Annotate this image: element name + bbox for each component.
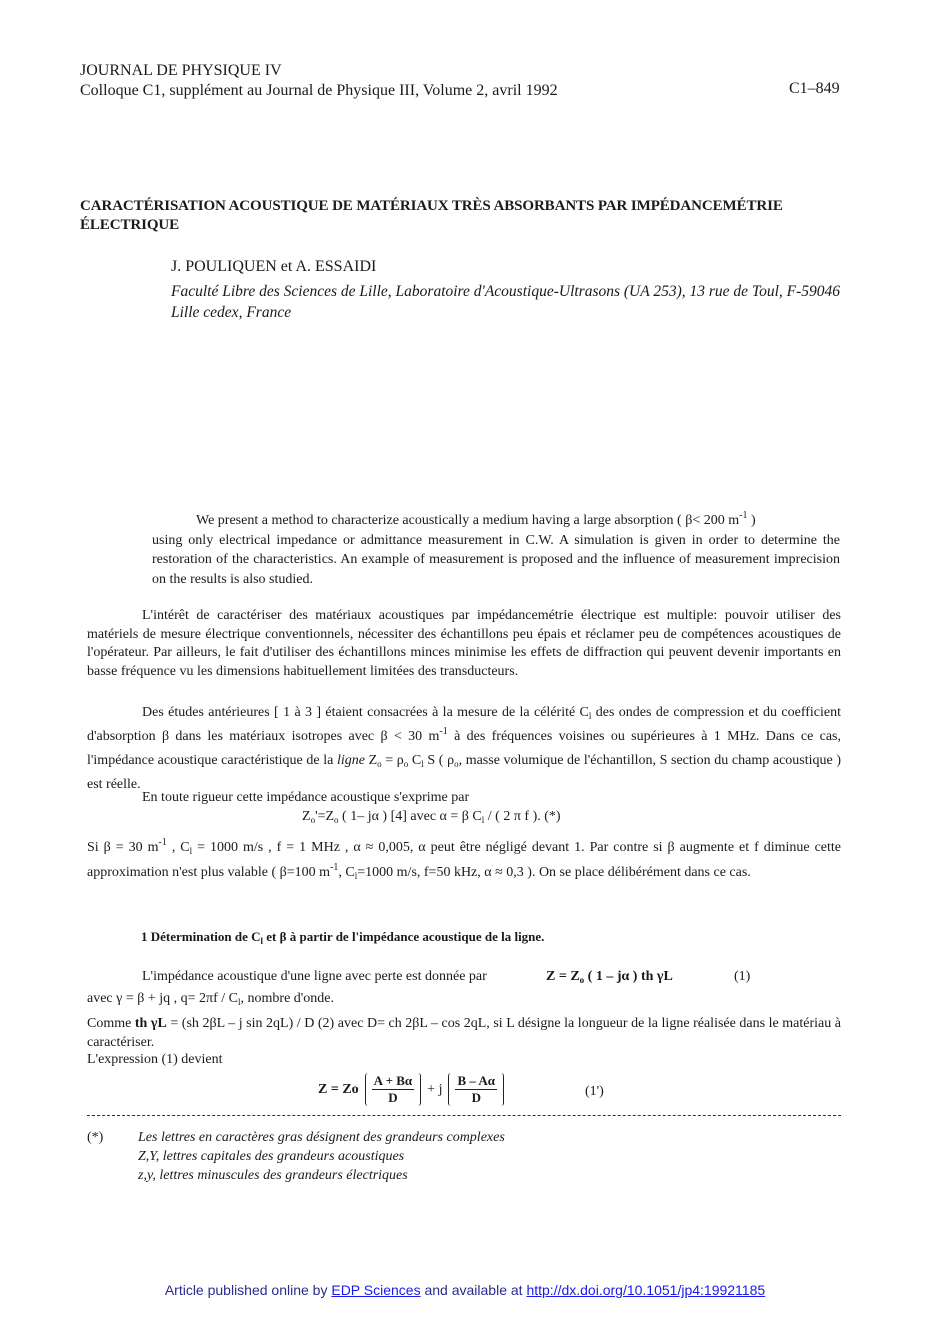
eq4-c: ( 1– jα ) [4] avec α = β C: [338, 809, 482, 824]
footnote-line-3: z,y, lettres minuscules des grandeurs électriques: [138, 1168, 408, 1183]
p2-sub3: o: [403, 759, 409, 769]
paragraph-8: L'expression (1) devient: [87, 1052, 223, 1067]
equation-1: [546, 969, 673, 985]
p2-sub4: l: [421, 759, 424, 769]
paragraph-5: L'impédance acoustique d'une ligne avec perte est donnée par: [142, 969, 487, 984]
paragraph-1: L'intérêt de caractériser des matériaux acoustiques par impédancemétrie électrique est multiple: pouvoir utiliser des matériels de mesure électrique conventionnels, nécessiter des échantillons peu épais et réclamer peu de compétences acoustiques de l'opérateur. Par ailleurs, le fait d'utiliser des échantillons minces minimise les effets de diffraction qui peuvent devenir importants en basse fréquence vu les dimensions habituellement limitées des transducteurs.: [87, 608, 841, 679]
eq1p-den-1: D: [388, 1090, 398, 1105]
p2-text-e: = ρ: [381, 753, 404, 768]
p2-text-h: , masse volumique de l'échantillon, S section du champ acoustique ) est réelle.: [87, 753, 842, 792]
footnote-line-1: Les lettres en caractères gras désignent des grandeurs complexes: [138, 1130, 505, 1145]
p4-sub2: l: [354, 871, 358, 881]
abstract-text-rest: using only electrical impedance or admittance measurement in C.W. A simulation is given in order to determine the restoration of the characteristics. An example of measurement is proposed and the influence of measurement imprecision on the results is also studied.: [152, 532, 840, 587]
eq4-d: / ( 2 π f ). (*): [484, 809, 561, 824]
colloque-line: Colloque C1, supplément au Journal de Physique III, Volume 2, avril 1992: [80, 82, 558, 99]
p2-sub: l: [588, 711, 592, 721]
eq1p-num-1: A + Bα: [373, 1073, 413, 1088]
section-1-b: et β à partir de l'impédance acoustique de la ligne.: [263, 929, 545, 944]
pub-text-2: and available at: [420, 1282, 527, 1298]
p6-sub: l: [238, 997, 241, 1007]
paragraph-4: [87, 835, 841, 885]
p2-text-c: à des fréquences voisines ou supérieures à 1 MHz. Dans ce cas, l'impédance acoustique caractéristique de la: [87, 729, 841, 768]
eq1p-frac-1: [372, 1073, 415, 1106]
paragraph-7: [87, 1015, 841, 1052]
eq1p-frac-2: [455, 1073, 497, 1106]
section-1-sub: l: [260, 936, 264, 946]
eq1p-plus: + j: [427, 1081, 443, 1097]
article-title: CARACTÉRISATION ACOUSTIQUE DE MATÉRIAUX TRÈS ABSORBANTS PAR IMPÉDANCEMÉTRIE ÉLECTRIQUE: [80, 198, 783, 233]
equation-4: [302, 809, 561, 825]
paragraph-3: En toute rigueur cette impédance acoustique s'exprime par: [142, 790, 470, 805]
journal-name: JOURNAL DE PHYSIQUE IV: [80, 62, 282, 79]
p4-a: Si β = 30 m: [87, 840, 159, 855]
eq1p-bracket-1: [365, 1073, 422, 1106]
paragraph-2: [87, 701, 841, 797]
p6-b: , nombre d'onde.: [240, 991, 335, 1006]
page-code: C1–849: [789, 80, 840, 97]
p4-sup: -1: [158, 837, 167, 848]
pub-text-1: Article published online by: [164, 1282, 332, 1298]
footnote-separator: [87, 1115, 841, 1116]
abstract-sup: -1: [739, 510, 748, 521]
equation-1-prime-label: (1'): [585, 1084, 604, 1099]
abstract-text-1-end: ): [747, 513, 756, 528]
p4-b: , C: [166, 840, 190, 855]
p7-b: = (sh 2βL – j sin 2qL) / D (2) avec D= ch 2βL – cos 2qL, si L désigne la longueur de la ligne réalisée dans le matériau à caractériser.: [87, 1016, 841, 1050]
section-heading-1: [141, 929, 544, 945]
eq4-sub: o: [310, 815, 316, 825]
p2-text-f: C: [408, 753, 422, 768]
eq4-b: '=Z: [315, 809, 335, 824]
p2-sub2: o: [377, 759, 382, 769]
p2-sup: -1: [439, 726, 448, 737]
p2-text: Des études antérieures [ 1 à 3 ] étaient consacrées à la mesure de la célérité C: [142, 705, 589, 720]
p4-sub: l: [189, 846, 193, 856]
p2-text-g: S ( ρ: [423, 753, 455, 768]
publication-notice: [0, 1282, 930, 1298]
abstract-text-1: We present a method to characterize acoustically a medium having a large absorption ( β< 200 m: [196, 513, 740, 528]
p4-d: , C: [338, 865, 355, 880]
footnote-mark: (*): [87, 1130, 104, 1145]
p2-ligne: ligne: [336, 753, 365, 768]
abstract: [152, 511, 840, 589]
p7-a: Comme: [87, 1016, 135, 1031]
eq1p-bracket-2: [448, 1073, 504, 1106]
p4-e: =1000 m/s, f=50 kHz, α ≈ 0,3 ). On se place délibérément dans ce cas.: [357, 865, 751, 880]
equation-1-label: (1): [734, 969, 751, 984]
eq4-sub2: o: [334, 815, 339, 825]
eq4-sub3: l: [481, 815, 485, 825]
paragraph-6: [87, 991, 334, 1007]
p7-bold: th γL: [134, 1016, 167, 1031]
eq1-sub: o: [579, 975, 585, 985]
eq1p-den-2: D: [471, 1090, 481, 1105]
abstract-first-line: [152, 511, 840, 531]
p2-text-d: Z: [364, 753, 378, 768]
edp-sciences-link[interactable]: EDP Sciences: [331, 1282, 421, 1298]
p6-a: avec γ = β + jq , q= 2πf / C: [87, 991, 238, 1006]
eq1-b: ( 1 – jα ) th γL: [584, 969, 673, 984]
p4-c: = 1000 m/s , f = 1 MHz , α ≈ 0,005, α peut être négligé devant 1. Par contre si β augmente et f diminue cette approximation n'est plus valable ( β=100 m: [87, 840, 841, 880]
equation-1-prime: [318, 1073, 504, 1106]
section-1-a: 1 Détermination de C: [141, 929, 261, 944]
eq1p-num-2: B – Aα: [457, 1073, 496, 1088]
eq4-z: Z: [302, 809, 311, 824]
doi-link[interactable]: http://dx.doi.org/10.1051/jp4:19921185: [526, 1282, 766, 1298]
eq1p-lhs: Z = Zo: [318, 1081, 359, 1097]
p2-text-b: des ondes de compression et du coefficient d'absorption β dans les matériaux isotropes avec β < 30 m: [87, 705, 841, 744]
eq1-z: Z = Z: [546, 969, 580, 984]
p4-sup2: -1: [330, 862, 339, 873]
p2-sub5: o: [454, 759, 459, 769]
affiliation: Faculté Libre des Sciences de Lille, Laboratoire d'Acoustique-Ultrasons (UA 253), 13 rue de Toul, F-59046 Lille cedex, France: [171, 283, 841, 321]
footnote-line-2: Z,Y, lettres capitales des grandeurs acoustiques: [138, 1149, 405, 1164]
authors: J. POULIQUEN et A. ESSAIDI: [171, 258, 377, 275]
